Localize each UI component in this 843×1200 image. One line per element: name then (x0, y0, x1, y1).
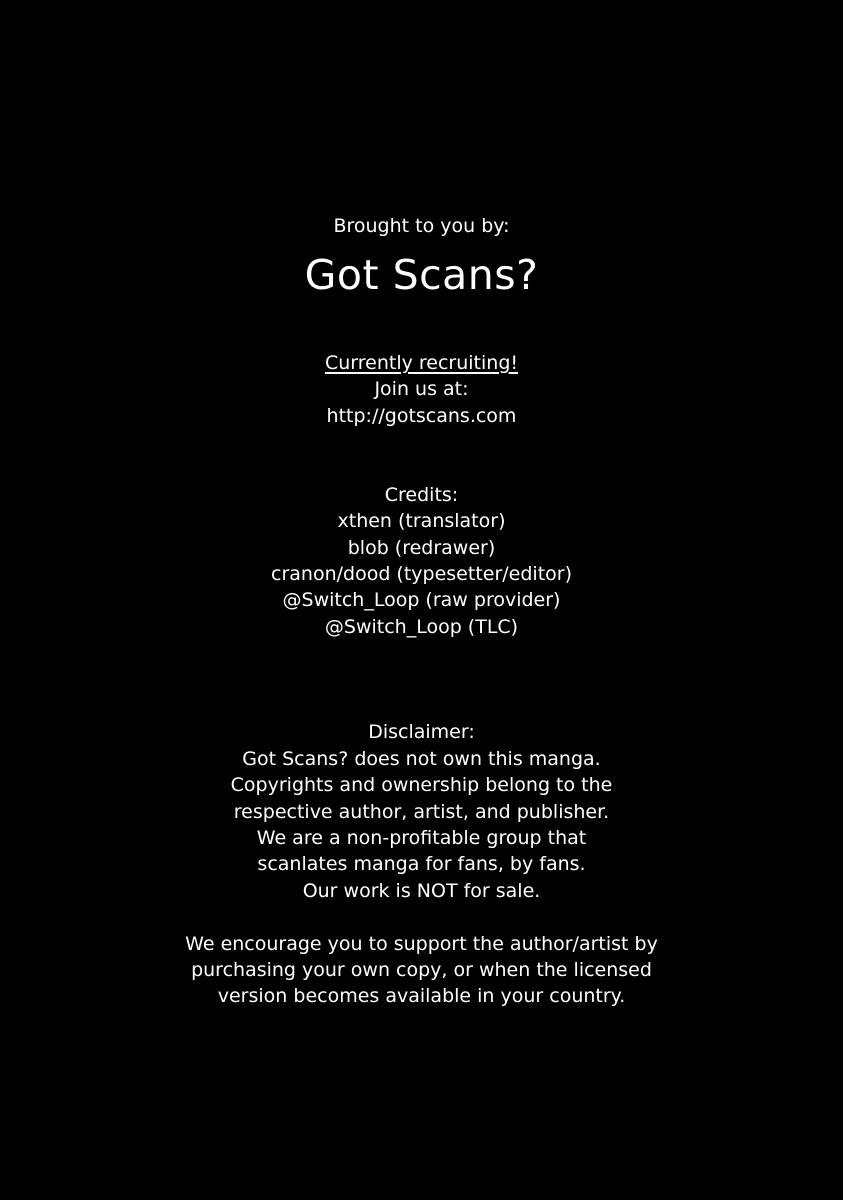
site-link[interactable]: http://gotscans.com (326, 405, 517, 427)
support-line: purchasing your own copy, or when the licensed (191, 959, 652, 981)
credits-heading: Credits: (384, 484, 459, 506)
recruiting-heading-text: Currently recruiting! (324, 352, 519, 374)
credit-entry: xthen (translator) (337, 510, 506, 532)
credit-entry: cranon/dood (typesetter/editor) (271, 563, 572, 585)
disclaimer-line: scanlates manga for fans, by fans. (257, 853, 586, 875)
credit-entry: @Switch_Loop (TLC) (324, 616, 519, 638)
credit-entry: @Switch_Loop (raw provider) (282, 589, 561, 611)
recruiting-heading (0, 350, 843, 376)
support-line: version becomes available in your country. (217, 985, 626, 1007)
disclaimer-line: Our work is NOT for sale. (302, 880, 541, 902)
credit-entry: blob (redrawer) (347, 537, 496, 559)
disclaimer-line: We are a non-profitable group that (256, 827, 587, 849)
group-title: Got Scans? (304, 251, 539, 299)
brought-by-label: Brought to you by: (333, 215, 510, 237)
disclaimer-line: Got Scans? does not own this manga. (242, 748, 601, 770)
disclaimer-heading: Disclaimer: (368, 721, 475, 743)
support-line: We encourage you to support the author/artist by (185, 933, 658, 955)
join-label: Join us at: (374, 378, 469, 400)
disclaimer-line: Copyrights and ownership belong to the (230, 774, 613, 796)
disclaimer-line: respective author, artist, and publisher. (233, 801, 610, 823)
